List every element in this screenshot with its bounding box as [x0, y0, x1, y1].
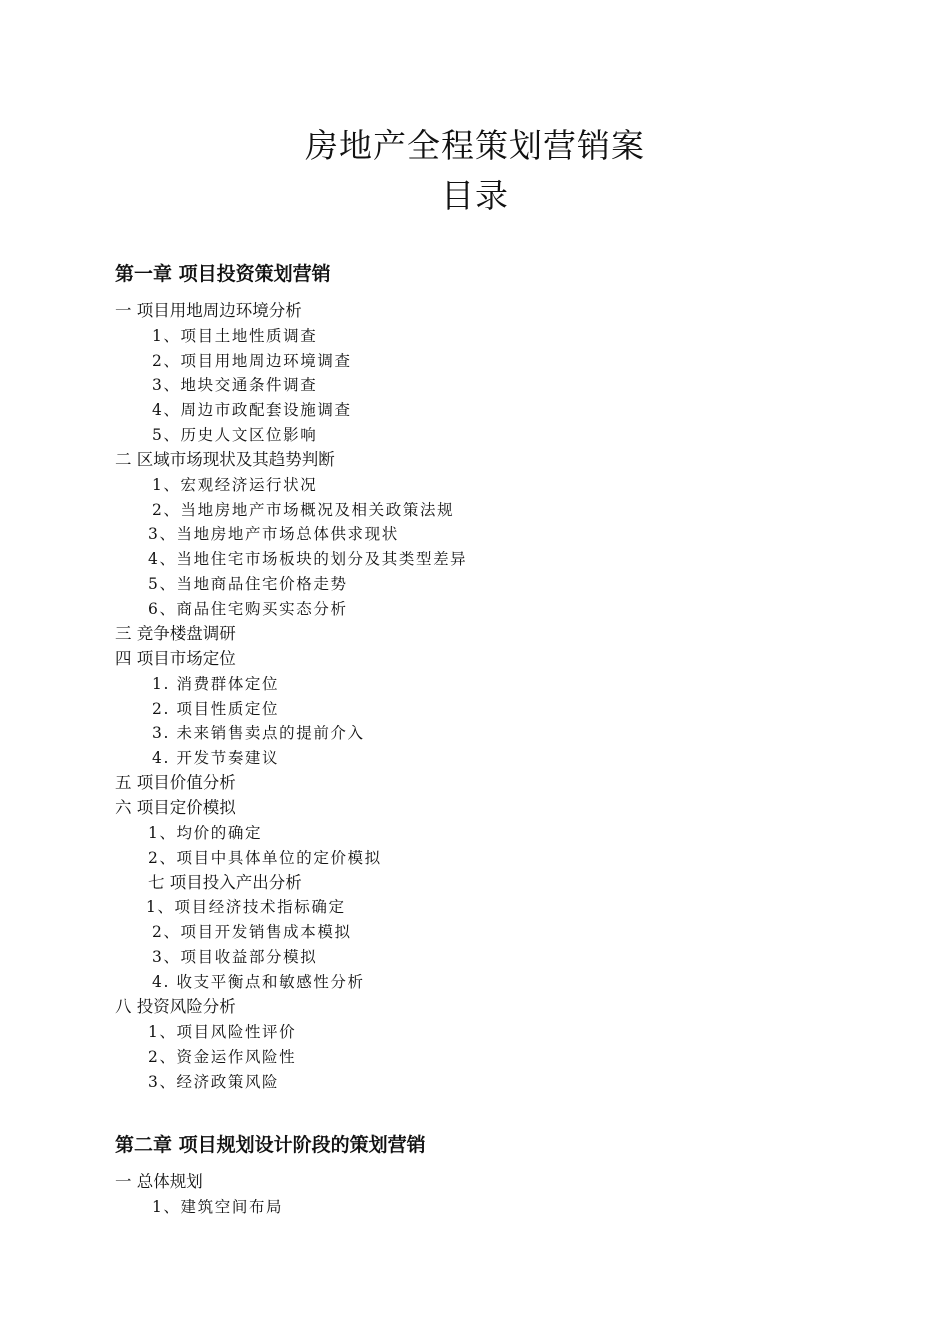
toc-item: 6、商品住宅购买实态分析 — [148, 600, 348, 618]
toc-item: 4、当地住宅市场板块的划分及其类型差异 — [148, 550, 468, 568]
toc-item: 3、地块交通条件调查 — [152, 376, 318, 394]
toc-item: 5、当地商品住宅价格走势 — [148, 575, 348, 593]
toc-section: 二 区域市场现状及其趋势判断 — [115, 450, 335, 469]
toc-item: 3. 未来销售卖点的提前介入 — [152, 724, 365, 742]
toc-section: 六 项目定价模拟 — [115, 798, 236, 817]
toc-item: 3、经济政策风险 — [148, 1073, 280, 1091]
toc-item: 3、项目收益部分模拟 — [152, 948, 318, 966]
chapter-heading: 第二章 项目规划设计阶段的策划营销 — [115, 1134, 426, 1156]
toc-item: 1、项目经济技术指标确定 — [146, 898, 346, 916]
toc-item: 1、宏观经济运行状况 — [152, 476, 318, 494]
chapter-heading: 第一章 项目投资策划营销 — [115, 263, 331, 285]
toc-section: 八 投资风险分析 — [115, 997, 236, 1016]
toc-item: 2、项目开发销售成本模拟 — [152, 923, 352, 941]
toc-section: 四 项目市场定位 — [115, 649, 236, 668]
toc-item: 1. 消费群体定位 — [152, 675, 280, 693]
toc-item: 3、当地房地产市场总体供求现状 — [148, 525, 399, 543]
toc-item: 2. 项目性质定位 — [152, 700, 280, 718]
toc-section: 五 项目价值分析 — [115, 773, 236, 792]
toc-item: 2、资金运作风险性 — [148, 1048, 297, 1066]
toc-item: 1、建筑空间布局 — [152, 1198, 284, 1216]
toc-item: 4. 收支平衡点和敏感性分析 — [152, 973, 365, 991]
toc-section: 一 项目用地周边环境分析 — [115, 301, 302, 320]
toc-section: 一 总体规划 — [115, 1172, 203, 1191]
toc-item: 1、项目土地性质调查 — [152, 327, 318, 345]
toc-item: 2、当地房地产市场概况及相关政策法规 — [152, 501, 455, 519]
toc-item: 5、历史人文区位影响 — [152, 426, 318, 444]
toc-item: 2、项目中具体单位的定价模拟 — [148, 849, 382, 867]
toc-item: 1、均价的确定 — [148, 824, 263, 842]
toc-heading: 目录 — [441, 176, 509, 215]
toc-item: 1、项目风险性评价 — [148, 1023, 297, 1041]
toc-item: 2、项目用地周边环境调查 — [152, 352, 352, 370]
document-title: 房地产全程策划营销案 — [305, 126, 645, 165]
toc-section: 七 项目投入产出分析 — [148, 873, 302, 892]
toc-item: 4、周边市政配套设施调查 — [152, 401, 352, 419]
toc-section: 三 竞争楼盘调研 — [115, 624, 236, 643]
toc-item: 4. 开发节奏建议 — [152, 749, 280, 767]
